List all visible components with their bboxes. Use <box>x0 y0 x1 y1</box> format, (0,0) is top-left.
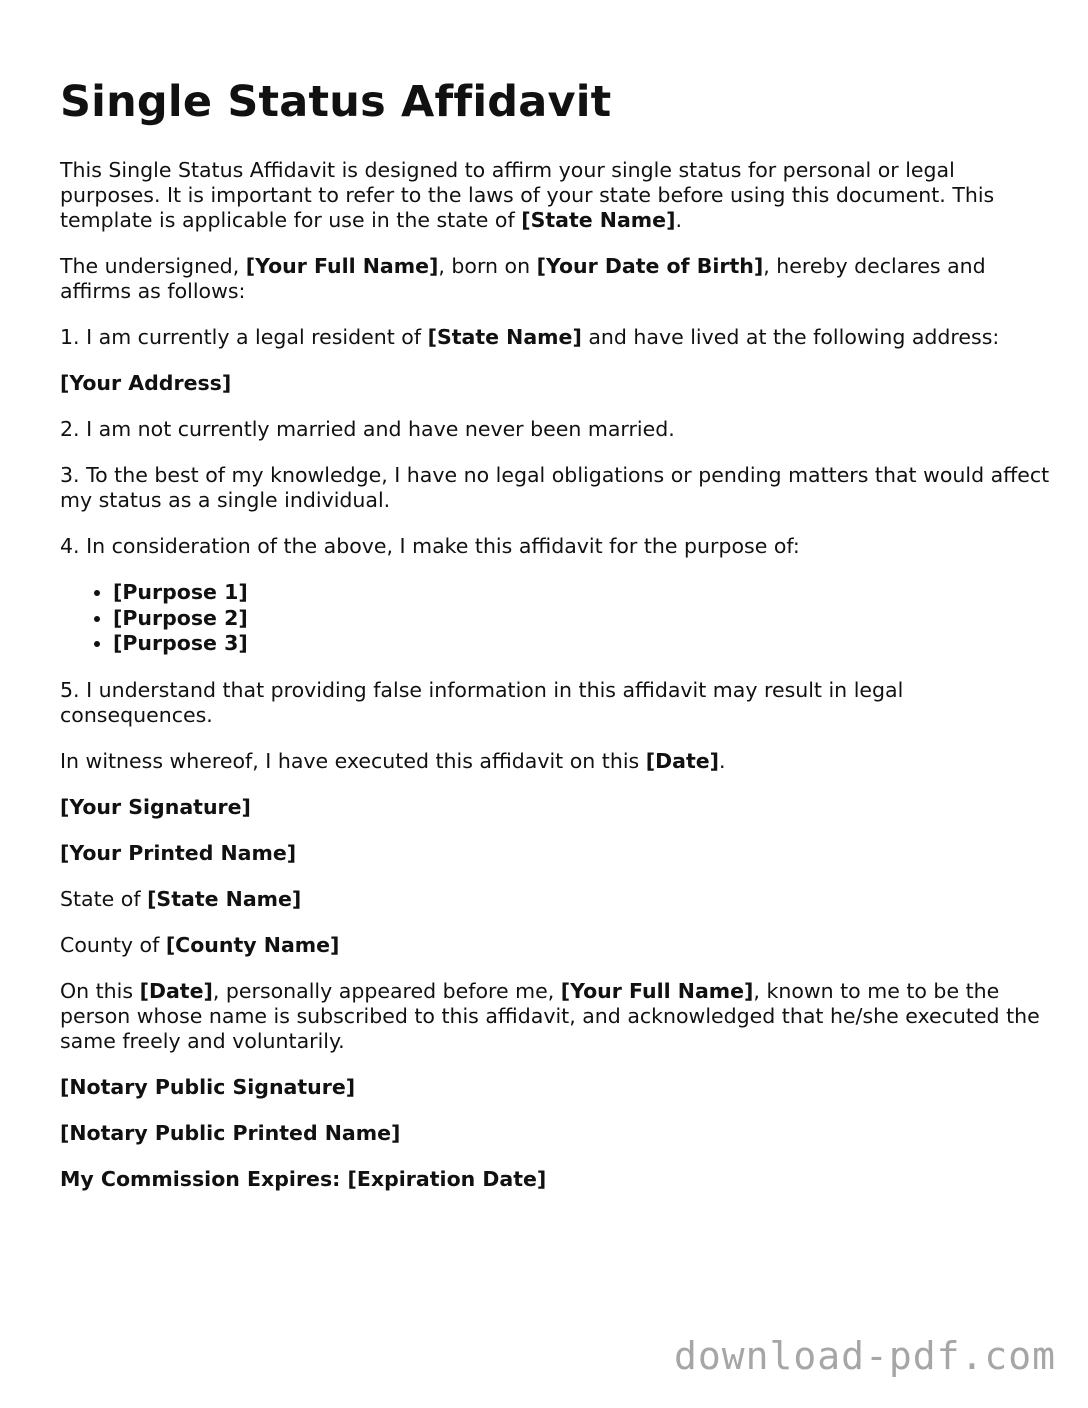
state-placeholder: [State Name] <box>147 886 302 911</box>
item-1 <box>60 325 1050 350</box>
county-placeholder: [County Name] <box>165 932 340 957</box>
notary-name-placeholder: [Your Full Name] <box>560 978 754 1003</box>
full-name-placeholder: [Your Full Name] <box>245 254 439 278</box>
watermark: download-pdf.com <box>673 1334 1056 1378</box>
item-2: 2. I am not currently married and have never been married. <box>60 417 675 441</box>
state-line <box>60 887 1050 912</box>
declaration-paragraph <box>60 254 1050 304</box>
witness-text-b: . <box>719 748 726 773</box>
commission-expires-line <box>60 1167 1050 1192</box>
notary-printed-name-placeholder: [Notary Public Printed Name] <box>60 1120 401 1145</box>
address-text: [Your Address] <box>60 371 232 395</box>
item-1-state-placeholder: [State Name] <box>427 325 582 349</box>
declaration-text-a: The undersigned, <box>60 254 246 278</box>
notary-text-c: , known to me to be the person whose name is subscribed to this affidavit, and acknowledged that he/she executed the same freely and voluntarily. <box>60 978 1040 1053</box>
witness-date-placeholder: [Date] <box>645 748 720 773</box>
purpose-item <box>113 580 1050 606</box>
purpose-3: [Purpose 3] <box>113 631 248 655</box>
commission-expires-text: My Commission Expires: [Expiration Date] <box>60 1166 547 1191</box>
item-5: 5. I understand that providing false information in this affidavit may result in legal consequences. <box>60 677 904 727</box>
county-line <box>60 933 1050 958</box>
purpose-2: [Purpose 2] <box>113 605 248 630</box>
purpose-item <box>113 606 1050 632</box>
notary-printed-name-line <box>60 1121 1050 1146</box>
document-title: Single Status Affidavit <box>60 77 612 127</box>
document-page <box>60 78 1050 1213</box>
declaration-text-b: , born on <box>438 254 537 278</box>
item-3: 3. To the best of my knowledge, I have no legal obligations or pending matters that would affect my status as a single individual. <box>60 463 1050 512</box>
item-1-text-a: 1. I am currently a legal resident of <box>60 325 428 349</box>
purpose-list <box>60 580 1050 657</box>
witness-text-a: In witness whereof, I have executed this affidavit on this <box>60 748 646 773</box>
purpose-item <box>113 631 1050 657</box>
notary-text-b: , personally appeared before me, <box>212 978 561 1003</box>
dob-placeholder: [Your Date of Birth] <box>536 254 764 278</box>
notary-date-placeholder: [Date] <box>139 978 213 1003</box>
printed-name-placeholder: [Your Printed Name] <box>60 840 297 865</box>
intro-text: This Single Status Affidavit is designed to affirm your single status for personal or legal purposes. It is important to refer to the laws of your state before using this document. This template is applicable for use in the state of <box>60 158 995 232</box>
state-label: State of <box>60 886 148 911</box>
printed-name-line <box>60 841 1050 866</box>
signature-placeholder: [Your Signature] <box>60 794 251 819</box>
notary-signature-placeholder: [Notary Public Signature] <box>60 1074 356 1099</box>
signature-line <box>60 795 1050 820</box>
witness-paragraph <box>60 749 1050 774</box>
address-placeholder <box>60 371 1050 396</box>
county-label: County of <box>60 932 166 957</box>
intro-paragraph <box>60 158 1050 233</box>
notary-signature-line <box>60 1075 1050 1100</box>
item-1-text-b: and have lived at the following address: <box>581 325 1000 349</box>
purpose-1: [Purpose 1] <box>113 580 248 604</box>
declaration-text-c: , hereby declares and affirms as follows: <box>60 254 986 303</box>
item-4: 4. In consideration of the above, I make this affidavit for the purpose of: <box>60 534 800 558</box>
intro-text-end: . <box>675 208 682 232</box>
notary-statement <box>60 979 1050 1054</box>
notary-text-a: On this <box>60 978 140 1003</box>
intro-state-placeholder: [State Name] <box>521 208 676 232</box>
